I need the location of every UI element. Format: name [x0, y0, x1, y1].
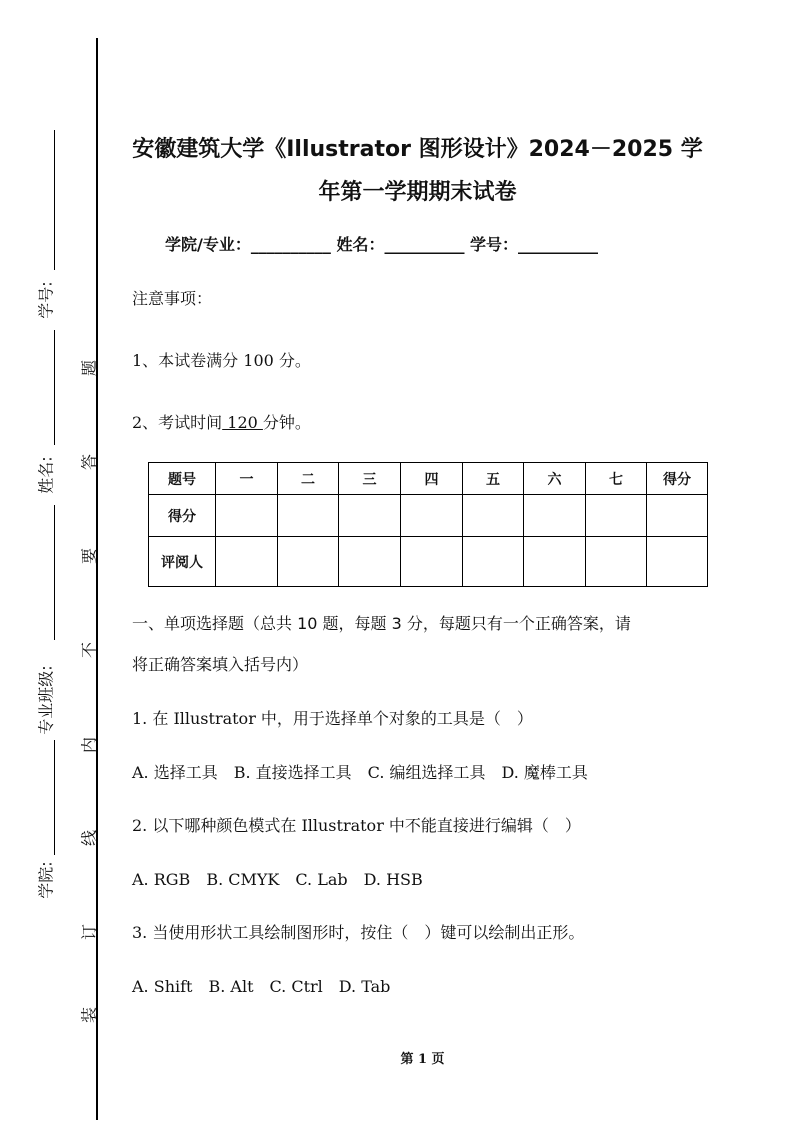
- question-1: 1. 在 Illustrator 中，用于选择单个对象的工具是（ ）: [132, 709, 533, 728]
- seal-char: 要: [79, 547, 99, 565]
- note-2-unit: 分钟。: [262, 413, 311, 432]
- grader-cell[interactable]: [647, 537, 708, 587]
- page-number: 第 1 页: [400, 1052, 445, 1067]
- note-2-text: 2、考试时间: [132, 413, 223, 432]
- score-cell[interactable]: [524, 495, 586, 537]
- name-label: 姓名：: [336, 235, 385, 254]
- header-cell: 一: [216, 463, 278, 495]
- grader-cell[interactable]: [524, 537, 586, 587]
- header-cell: 七: [586, 463, 647, 495]
- question-3-options: A. Shift B. Alt C. Ctrl D. Tab: [132, 977, 391, 996]
- name-blank-line: [54, 330, 55, 445]
- grader-cell[interactable]: [216, 537, 278, 587]
- id-label: 学号：: [470, 235, 519, 254]
- seal-char: 答: [79, 453, 99, 471]
- seal-char: 装: [79, 1006, 99, 1024]
- seal-char: 题: [79, 359, 99, 377]
- note-1: 1、本试卷满分 100 分。: [132, 351, 311, 370]
- score-cell[interactable]: [339, 495, 401, 537]
- margin-college-label: 学院:: [36, 861, 56, 899]
- name-blank[interactable]: __________: [384, 235, 465, 254]
- question-2-options: A. RGB B. CMYK C. Lab D. HSB: [132, 870, 423, 889]
- seal-char: 不: [79, 641, 99, 659]
- score-cell[interactable]: [401, 495, 463, 537]
- margin-class-label: 专业班级:: [36, 665, 56, 735]
- college-blank-line: [54, 740, 55, 855]
- note-2: [132, 410, 311, 433]
- header-cell: 题号: [149, 463, 216, 495]
- seal-char: 订: [79, 923, 99, 941]
- score-cell[interactable]: [647, 495, 708, 537]
- grader-cell[interactable]: [278, 537, 339, 587]
- question-3: 3. 当使用形状工具绘制图形时，按住（ ）键可以绘制出正形。: [132, 923, 585, 942]
- score-cell[interactable]: [586, 495, 647, 537]
- id-blank[interactable]: __________: [518, 235, 599, 254]
- header-cell: 二: [278, 463, 339, 495]
- header-cell: 四: [401, 463, 463, 495]
- section-heading-cont: 将正确答案填入括号内）: [132, 655, 309, 674]
- score-cell[interactable]: [216, 495, 278, 537]
- seal-char: 线: [79, 829, 99, 847]
- score-table: [148, 462, 708, 587]
- grader-cell[interactable]: [401, 537, 463, 587]
- margin-name-label: 姓名:: [36, 456, 56, 494]
- grader-cell[interactable]: [586, 537, 647, 587]
- header-cell: 得分: [647, 463, 708, 495]
- margin-id-label: 学号:: [36, 281, 56, 319]
- header-cell: 三: [339, 463, 401, 495]
- college-blank[interactable]: __________: [250, 235, 331, 254]
- title-line-1: 安徽建筑大学《Illustrator 图形设计》2024－2025 学: [132, 137, 703, 162]
- row-label: 得分: [149, 495, 216, 537]
- row-label: 评阅人: [149, 537, 216, 587]
- student-info: [165, 232, 598, 255]
- grader-cell[interactable]: [463, 537, 524, 587]
- header-cell: 五: [463, 463, 524, 495]
- class-blank-line: [54, 505, 55, 640]
- question-1-options: A. 选择工具 B. 直接选择工具 C. 编组选择工具 D. 魔棒工具: [132, 763, 588, 782]
- score-cell[interactable]: [463, 495, 524, 537]
- header-cell: 六: [524, 463, 586, 495]
- question-2: 2. 以下哪种颜色模式在 Illustrator 中不能直接进行编辑（ ）: [132, 816, 581, 835]
- college-label: 学院/专业：: [165, 235, 251, 254]
- grader-cell[interactable]: [339, 537, 401, 587]
- title-line-2: 年第一学期期末试卷: [318, 180, 517, 205]
- score-cell[interactable]: [278, 495, 339, 537]
- notes-heading: 注意事项：: [132, 289, 213, 308]
- seal-char: 内: [79, 736, 99, 754]
- exam-duration: 120: [222, 413, 263, 432]
- section-heading: 一、单项选择题（总共 10 题，每题 3 分，每题只有一个正确答案，请: [132, 614, 631, 633]
